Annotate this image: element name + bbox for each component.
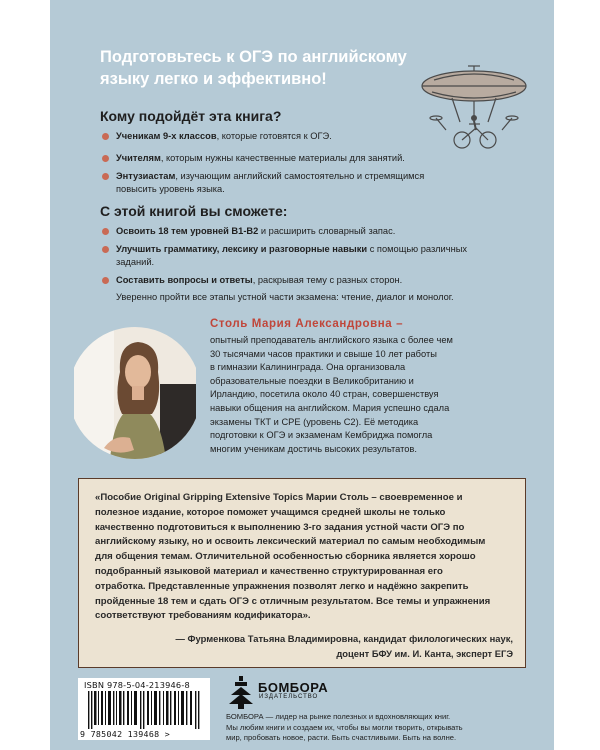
barcode-image (86, 691, 202, 729)
publisher-subtitle: ИЗДАТЕЛЬСТВО (259, 694, 319, 700)
benefit-item-topics: Освоить 18 тем уровней B1-B2 и расширить словарный запас. (102, 225, 492, 238)
attribution-line: — Фурменкова Татьяна Владимировна, кандидат филологических наук, (175, 633, 513, 644)
bio-line: многим ученикам достичь высоких результатов. (210, 443, 417, 454)
review-quote (95, 491, 513, 624)
bullet-dot (102, 228, 109, 235)
bio-line: подготовки к ОГЭ и экзаменам Кембриджа помогла (210, 430, 433, 441)
benefit-extra: Уверенно пройти все этапы устной части экзамена: чтение, диалог и монолог. (116, 292, 454, 302)
publisher-line: БОМБОРА — лидер на рынке полезных и вдохновляющих книг. (226, 712, 451, 721)
review-box (78, 478, 526, 668)
bio-line: образовательные поездки в Великобританию и (210, 375, 414, 386)
headline-line-1: Подготовьтесь к ОГЭ по английскому (100, 48, 407, 66)
bio-line: Ирландию, посетила около 40 стран, совершенствуя (210, 389, 439, 400)
quote-line: английскому языку, но и освоить лексический материал по самым необходимым (95, 536, 486, 548)
benefit-item-questions: Составить вопросы и ответы, раскрывая тему с разных сторон. (102, 274, 492, 287)
benefit-item-grammar: Улучшить грамматику, лексику и разговорные навыки с помощью различных заданий. (102, 243, 492, 269)
publisher-description (226, 712, 526, 744)
bullet-dot (102, 277, 109, 284)
quote-line: соответствуют требованиям кодификатора». (95, 610, 311, 622)
quote-line: «Пособие Original Gripping Extensive Topics Марии Столь – своевременное и (95, 492, 463, 503)
bio-line: опытный преподаватель английского языка с более чем (210, 335, 453, 345)
author-photo (74, 326, 196, 460)
airship-illustration (414, 60, 534, 160)
isbn-text: ISBN 978-5-04-213946-8 (84, 680, 190, 690)
audience-item-students: Ученикам 9-х классов, которые готовятся к ОГЭ. (102, 130, 492, 143)
benefits-title: С этой книгой вы сможете: (100, 203, 288, 219)
bio-line: 30 тысячами часов практики и свыше 10 лет работы (210, 348, 437, 359)
ean-digits: 9 785042 139468 > (80, 729, 171, 739)
quote-line: подобранный языковой материал и качественно структурированная его (95, 565, 443, 577)
audience-item-teachers: Учителям, которым нужны качественные материалы для занятий. (102, 152, 492, 165)
quote-line: пройденные 18 тем и сдать ОГЭ с отличным результатом. Все темы и упражнения (95, 595, 491, 607)
audience-item-enthusiasts: Энтузиастам, изучающим английский самостоятельно и стремящимся повысить уровень языка. (102, 170, 492, 196)
barcode-box (78, 678, 210, 740)
publisher-name: БОМБОРА (258, 680, 329, 695)
back-cover (50, 0, 554, 750)
publisher-line: мир, пробовать новое, расти. Быть счастливыми. Быть на волне. (226, 733, 457, 742)
audience-title: Кому подойдёт эта книга? (100, 108, 282, 124)
bombora-logo-icon (228, 676, 254, 710)
headline-line-2: языку легко и эффективно! (100, 70, 327, 88)
author-bio (210, 334, 460, 456)
quote-line: качественно подготовиться к выполнению 3-го задания устной части ОГЭ по (95, 521, 465, 533)
author-name: Столь Мария Александровна – (210, 318, 404, 330)
quote-line: отработка. Представленные упражнения позволят легко и надёжно закрепить (95, 580, 469, 592)
bullet-dot (102, 246, 109, 253)
attribution-line: доцент БФУ им. И. Канта, эксперт ЕГЭ (336, 647, 513, 659)
headline (100, 46, 420, 90)
bullet-dot (102, 173, 109, 180)
bullet-dot (102, 133, 109, 140)
bullet-dot (102, 155, 109, 162)
quote-line: для общения темам. Отличительной особенностью сборника является хорошо (95, 551, 476, 563)
publisher-line: Мы любим книги и создаем их, чтобы вы могли творить, открывать (226, 722, 463, 732)
bio-line: в гимназии Калининграда. Она организовала (210, 362, 406, 373)
bio-line: экзамены ТКТ и CPE (уровень C2). Её методика (210, 416, 419, 427)
quote-line: полезное издание, которое поможет учащимся средней школы не только (95, 506, 446, 518)
bio-line: навыки общения на английском. Мария успешно сдала (210, 402, 450, 413)
review-attribution (176, 632, 513, 662)
